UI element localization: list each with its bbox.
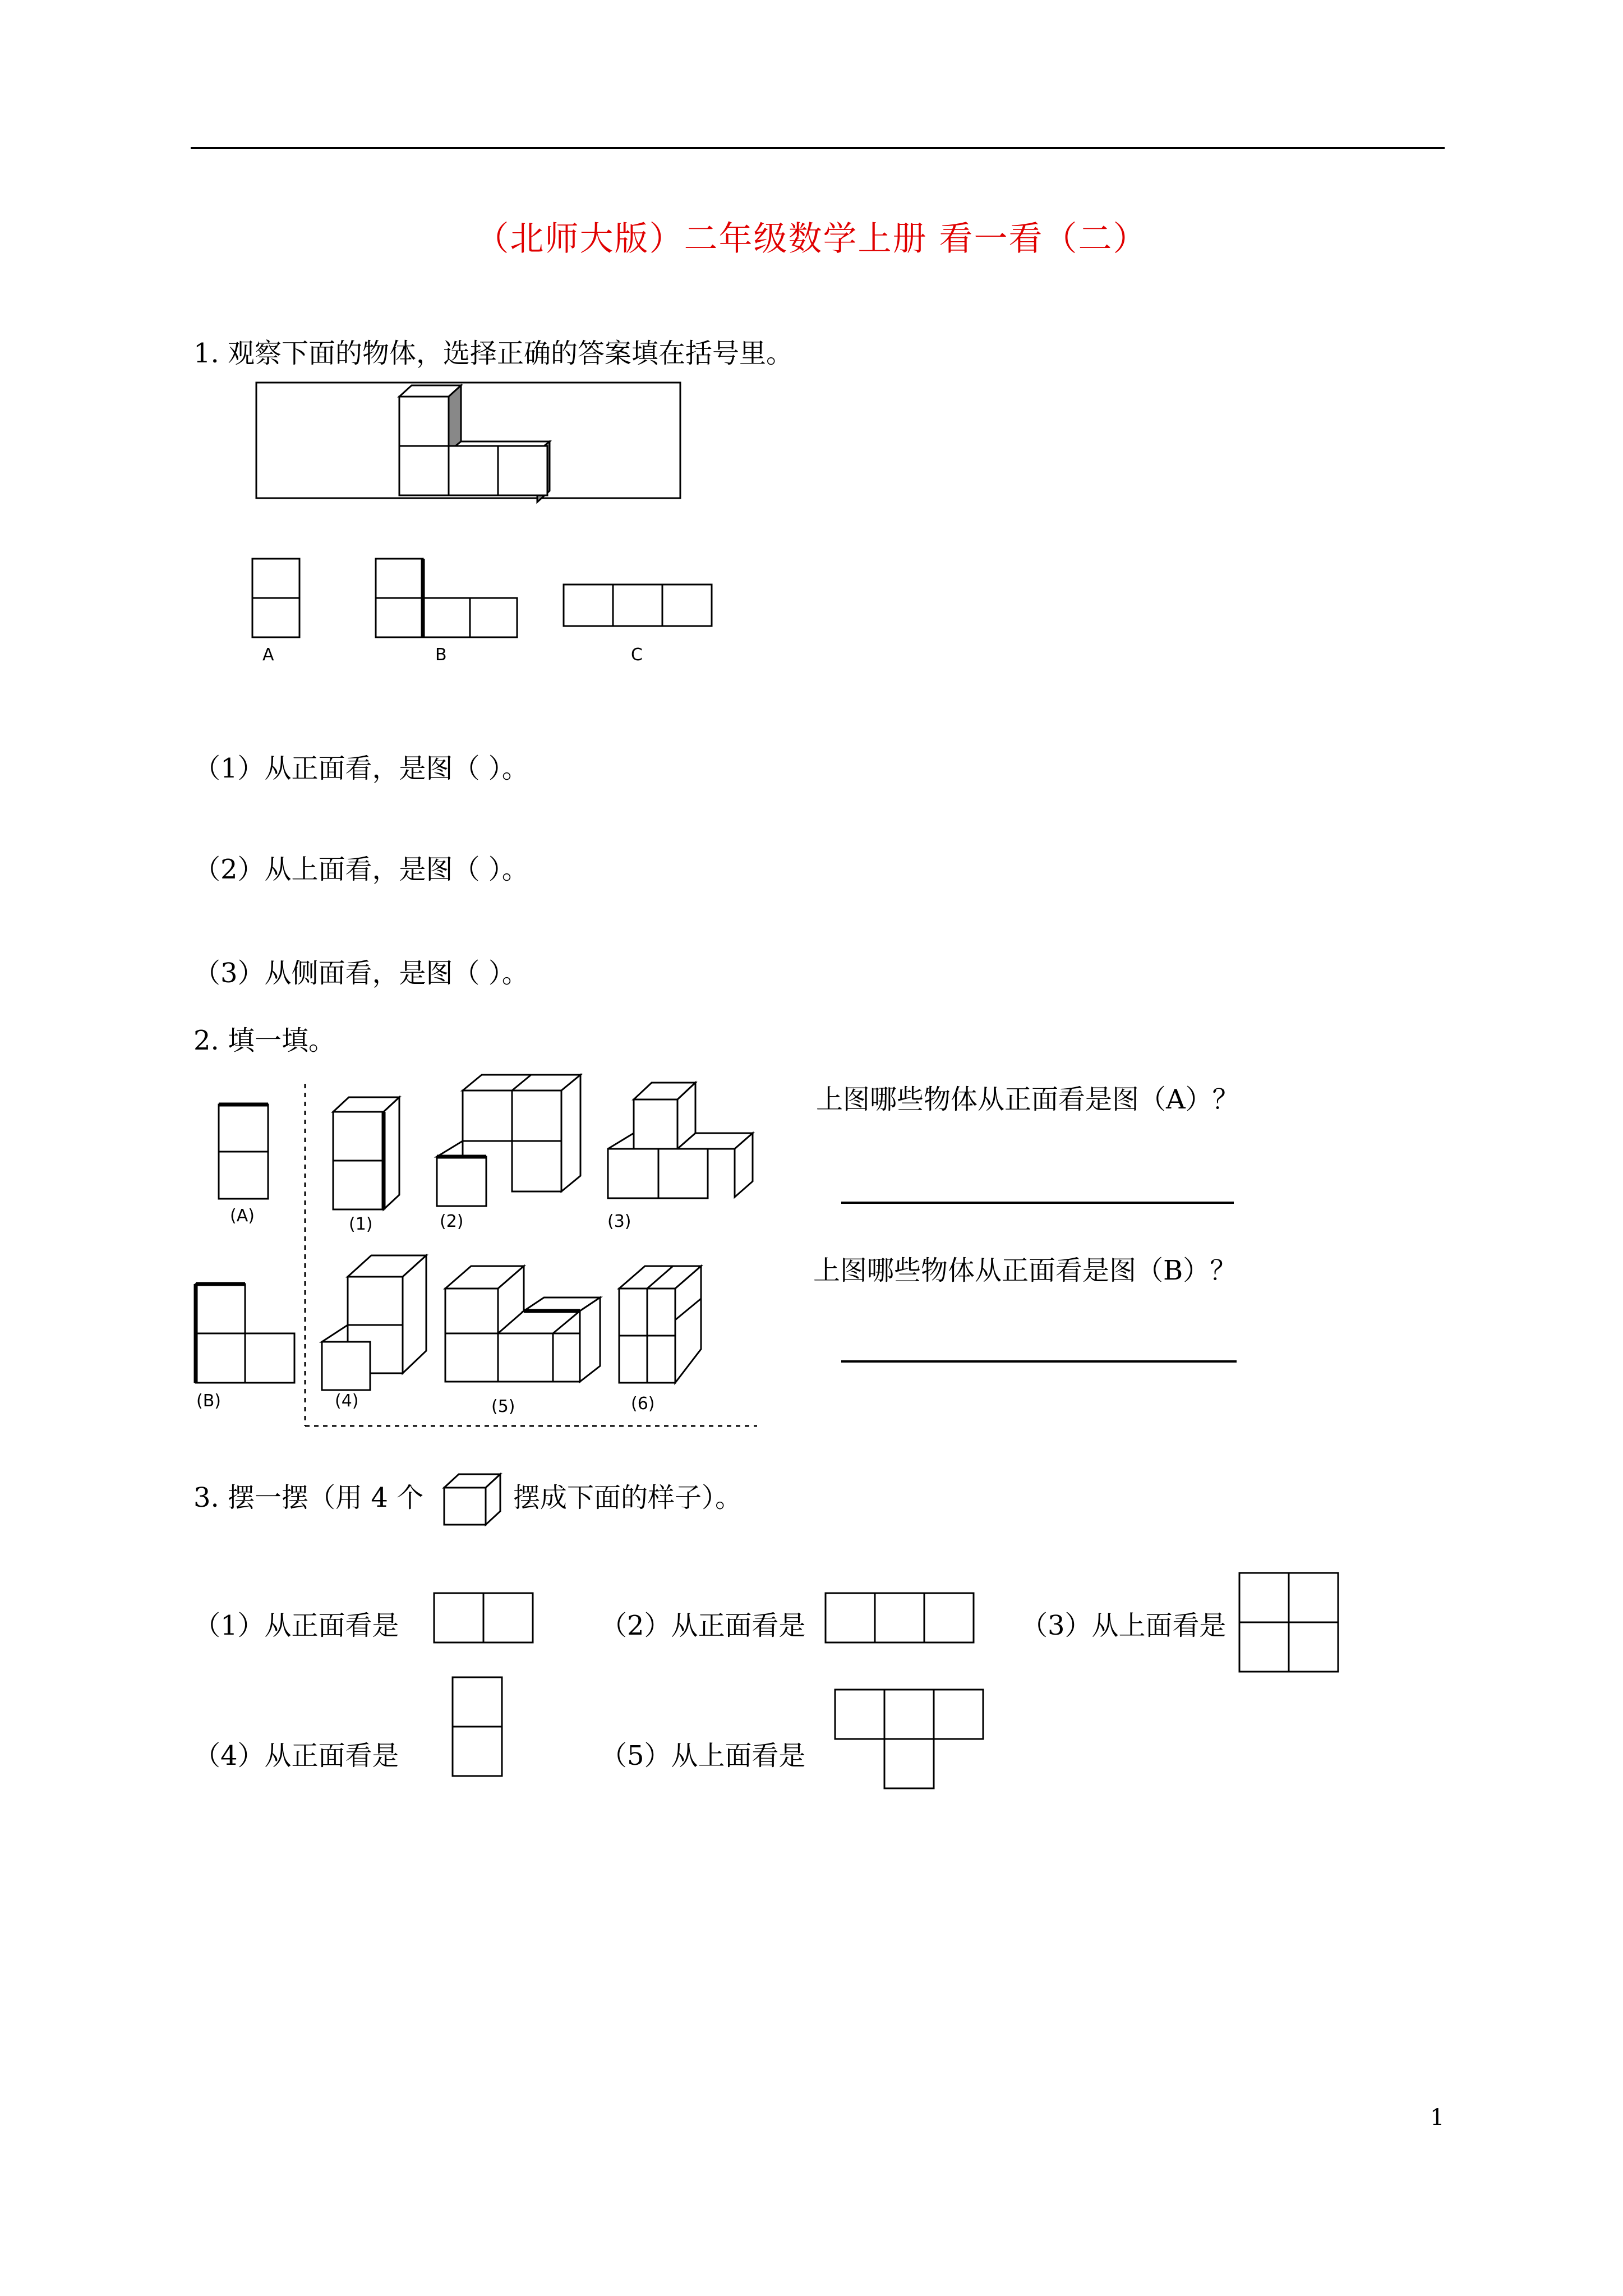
q1-option-a [251, 558, 302, 642]
document-title: （北师大版）二年级数学上册 看一看（二） [475, 219, 1148, 259]
q3-cube-icon [442, 1471, 504, 1527]
q3-item-2: （2）从正面看是 [600, 1610, 806, 1641]
q2-ref-a [218, 1102, 274, 1203]
figure-label-1: (1) [349, 1214, 373, 1234]
q2-figure-2 [435, 1071, 592, 1212]
q2-question-a: 上图哪些物体从正面看是图（A）？ [816, 1084, 1239, 1115]
answer-line-a[interactable] [841, 1202, 1234, 1204]
q1-option-b [375, 558, 526, 642]
q3-view-5 [833, 1687, 990, 1794]
page-number: 1 [1430, 2105, 1445, 2131]
q1-item-3: （3）从侧面看，是图（ ）。 [193, 958, 529, 989]
q3-view-4 [450, 1675, 506, 1782]
cube-front [399, 446, 449, 495]
q1-option-c [562, 583, 720, 628]
figure-label-4: (4) [335, 1391, 359, 1411]
q3-item-5: （5）从上面看是 [600, 1740, 806, 1772]
answer-line-b[interactable] [841, 1360, 1237, 1363]
q3-view-1 [432, 1591, 538, 1647]
q2-figure-4 [320, 1251, 432, 1397]
figure-label-2: (2) [440, 1212, 464, 1231]
ref-label-a: (A) [230, 1206, 255, 1226]
q1-item-2: （2）从上面看，是图（ ）。 [193, 854, 529, 885]
q3-prompt-end: 摆成下面的样子）。 [513, 1482, 743, 1513]
q2-figure-5 [443, 1254, 606, 1400]
q1-prompt: 1. 观察下面的物体，选择正确的答案填在括号里。 [193, 338, 794, 369]
q2-question-b: 上图哪些物体从正面看是图（B）？ [813, 1255, 1237, 1286]
figure-label-3: (3) [607, 1212, 631, 1231]
option-label-c: C [631, 645, 643, 665]
option-label-b: B [435, 645, 447, 665]
cube-side-face [449, 385, 461, 452]
q3-prompt-start: 3. 摆一摆（用 4 个 [193, 1482, 424, 1513]
q1-object-figure [255, 381, 681, 499]
ref-label-b: (B) [196, 1391, 221, 1411]
q3-view-2 [823, 1591, 980, 1647]
q2-figure-1 [331, 1094, 409, 1217]
q2-prompt: 2. 填一填。 [193, 1025, 336, 1056]
header-rule [191, 147, 1445, 149]
option-label-a: A [262, 645, 274, 665]
cube-front [498, 446, 547, 495]
figure-label-5: (5) [491, 1397, 515, 1416]
q3-item-3: （3）从上面看是 [1021, 1610, 1227, 1641]
q2-figure-3 [606, 1077, 757, 1212]
q3-item-1: （1）从正面看是 [193, 1610, 399, 1641]
q2-figure-6 [617, 1254, 729, 1400]
cube-front [399, 397, 449, 446]
cube-front [449, 446, 498, 495]
q2-ref-b [193, 1282, 300, 1388]
q3-item-4: （4）从正面看是 [193, 1740, 399, 1772]
q3-view-3 [1237, 1571, 1344, 1677]
figure-label-6: (6) [631, 1394, 655, 1414]
q1-item-1: （1）从正面看，是图（ ）。 [193, 753, 529, 784]
